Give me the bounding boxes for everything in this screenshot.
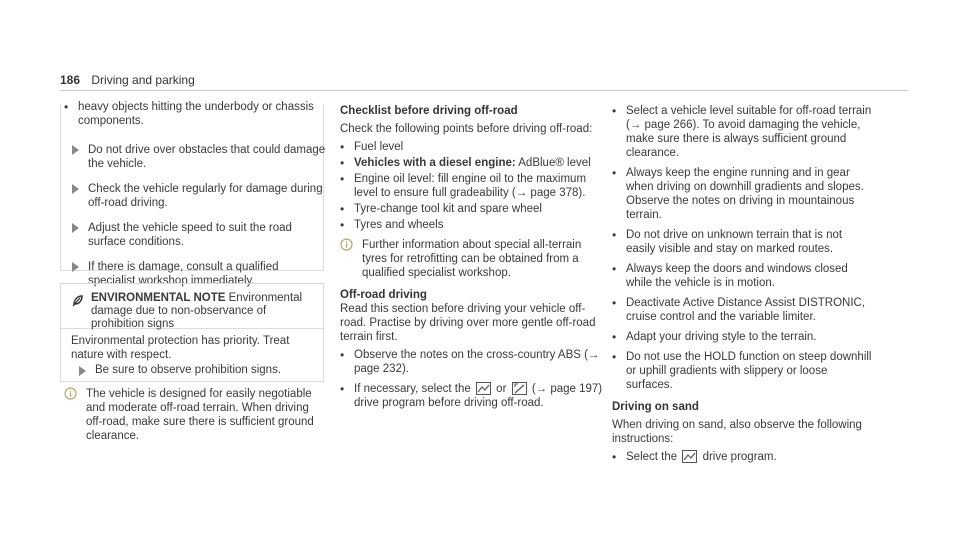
- list-item: • Do not use the HOLD function on steep downhill or uphill gradients with slippery or loose surfaces.: [612, 350, 874, 392]
- sand-intro: When driving on sand, also observe the following instructions:: [612, 419, 862, 445]
- arrow-right-icon: [72, 223, 79, 233]
- checklist-intro: Check the following points before driving off-road:: [340, 123, 593, 135]
- action-step: Do not drive over obstacles that could damage the vehicle.: [64, 143, 326, 171]
- arrow-right-icon: [79, 366, 86, 376]
- list-item: • Tyres and wheels: [340, 218, 606, 232]
- list-item: • Fuel level: [340, 140, 606, 154]
- list-item: • Engine oil level: fill engine oil to the maximum level to ensure full gradeability (→ page 378).: [340, 172, 606, 200]
- list-item: • Adapt your driving style to the terrain.: [612, 330, 874, 344]
- info-note: Further information about special all-terrain tyres for retrofitting can be obtained from a qualified specialist workshop.: [340, 238, 606, 280]
- list-item: • Vehicles with a diesel engine: AdBlue® level: [340, 156, 606, 170]
- list-item: • If necessary, select the or (→ page 197) drive program before driving off-road.: [340, 382, 606, 410]
- list-item: • Always keep the doors and windows closed while the vehicle is in motion.: [612, 262, 874, 290]
- offroad-heading: Off-road driving: [340, 289, 427, 301]
- action-step: Check the vehicle regularly for damage during off-road driving.: [64, 182, 326, 210]
- offroad-mode-icon: [682, 450, 697, 463]
- info-icon: [64, 387, 77, 400]
- incline-mode-icon: [512, 382, 527, 395]
- note-body: Environmental protection has priority. Treat nature with respect.: [71, 335, 290, 361]
- action-step: Adjust the vehicle speed to suit the road surface conditions.: [64, 221, 326, 249]
- column-right: [612, 104, 874, 470]
- list-item: • Tyre-change tool kit and spare wheel: [340, 202, 606, 216]
- page-number: 186: [60, 73, 81, 87]
- action-step: If there is damage, consult a qualified specialist workshop immediately.: [64, 260, 326, 288]
- list-item: • Always keep the engine running and in gear when driving on downhill gradients and slopes. Observe the notes on driving in mountainous terrain.: [612, 166, 874, 222]
- note-text: Environmental damage due to non-observance of prohibition signs: [91, 292, 303, 330]
- environmental-note-box: [60, 283, 324, 382]
- note-action: Be sure to observe prohibition signs.: [71, 364, 317, 376]
- offroad-intro: Read this section before driving your vehicle off-road. Practise by driving over more gentle off-road terrain first.: [340, 303, 596, 343]
- arrow-right-icon: [72, 262, 79, 272]
- column-middle: [340, 104, 606, 416]
- checklist-heading: Checklist before driving off-road: [340, 105, 518, 117]
- list-item: • Select the drive program.: [612, 450, 874, 464]
- arrow-right-icon: [72, 145, 79, 155]
- sand-heading: Driving on sand: [612, 401, 699, 413]
- info-icon: [340, 238, 353, 251]
- info-note: The vehicle is designed for easily negotiable and moderate off-road terrain. When driving off-road, make sure there is sufficient ground clearance.: [64, 387, 324, 443]
- list-item: • Select a vehicle level suitable for off-road terrain (→ page 266). To avoid damaging the vehicle, make sure there is always sufficient ground clearance.: [612, 104, 874, 160]
- column-left: [64, 100, 326, 299]
- list-item: • Do not drive on unknown terrain that is not easily visible and stay on marked routes.: [612, 228, 874, 256]
- list-item: • heavy objects hitting the underbody or chassis components.: [64, 100, 326, 128]
- header-divider: [60, 90, 908, 91]
- list-item: • Observe the notes on the cross-country ABS (→ page 232).: [340, 348, 606, 376]
- environment-icon: [71, 294, 84, 307]
- note-title: ENVIRONMENTAL NOTE: [91, 292, 226, 304]
- page-header: [60, 73, 195, 87]
- offroad-mode-icon: [476, 382, 491, 395]
- arrow-right-icon: [72, 184, 79, 194]
- list-item: • Deactivate Active Distance Assist DISTRONIC, cruise control and the variable limiter.: [612, 296, 874, 324]
- section-title: Driving and parking: [91, 73, 195, 87]
